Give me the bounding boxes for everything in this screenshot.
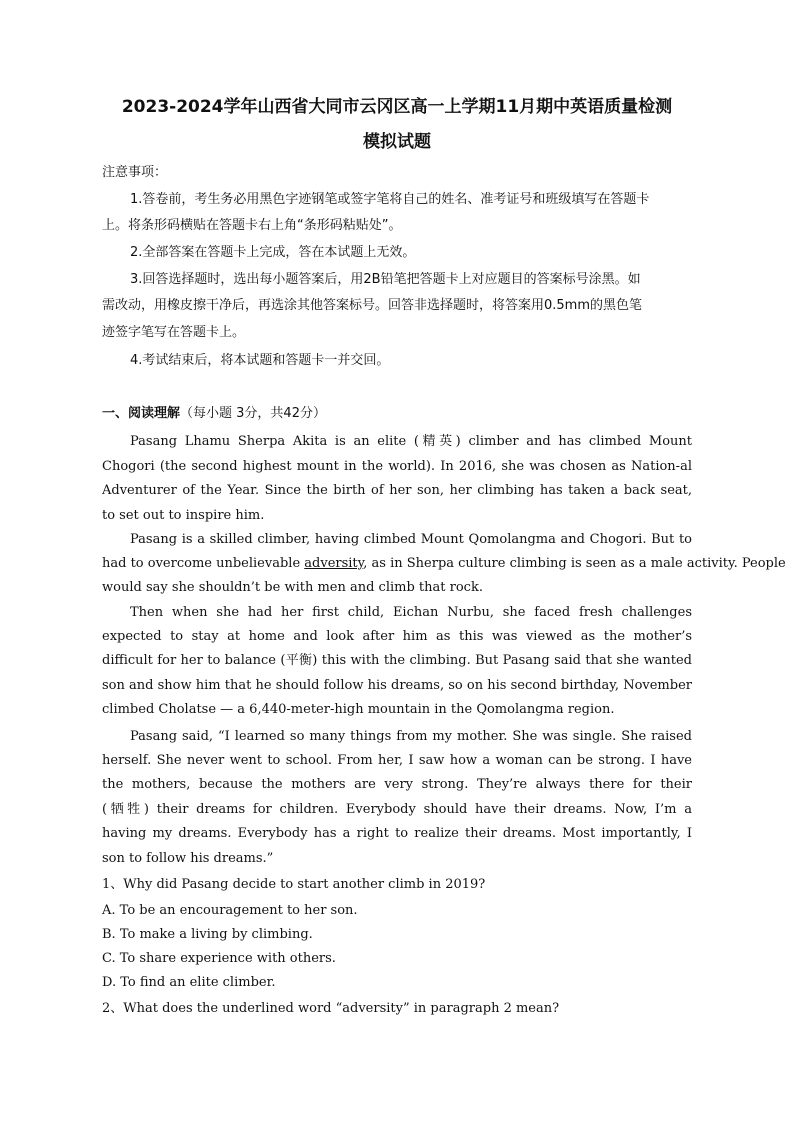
notice-line-5: 需改动，用橡皮擦干净后，再选涂其他答案标号。回答非选择题时，将答案用0.5mm的黑色笔 — [102, 298, 643, 313]
section-heading — [102, 404, 692, 424]
passage-p1-line-1: Pasang Lhamu Sherpa Akita is an elite (精英) climber and has climbed Mount — [130, 434, 692, 449]
passage-p3-line-4: son and show him that he should follow his dreams, so on his second birthday, November — [102, 678, 692, 693]
passage-p3-line-5: climbed Cholatse — a 6,440-meter-high mountain in the Qomolangma region. — [102, 702, 615, 717]
question-1-option-d: D. To find an elite climber. — [102, 975, 276, 990]
passage-p1-line-2: Chogori (the second highest mount in the world). In 2016, she was chosen as Nation-al — [102, 459, 692, 474]
notice-line-2: 上。将条形码横贴在答题卡右上角“条形码粘贴处”。 — [102, 218, 402, 233]
question-1-option-c: C. To share experience with others. — [102, 951, 336, 966]
notice-line-6: 迹签字笔写在答题卡上。 — [102, 325, 246, 340]
passage-p4-line-1: Pasang said, “I learned so many things from my mother. She was single. She raised — [130, 729, 692, 744]
underlined-word-adversity: adversity — [304, 556, 364, 571]
notice-line-3: 2.全部答案在答题卡上完成，答在本试题上无效。 — [130, 245, 416, 260]
passage-p3-line-1: Then when she had her first child, Eichan Nurbu, she faced fresh challenges — [130, 605, 692, 620]
passage-p2-line-1: Pasang is a skilled climber, having climbed Mount Qomolangma and Chogori. But to — [130, 532, 692, 547]
section-title: 一、阅读理解 — [102, 406, 181, 421]
passage-p3-line-3: difficult for her to balance (平衡) this with the climbing. But Pasang said that she wanted — [102, 653, 692, 668]
passage-p4-line-2: herself. She never went to school. From her, I saw how a woman can be strong. I have — [102, 753, 692, 768]
passage-p2-line-3: would say she shouldn’t be with men and climb that rock. — [102, 580, 483, 595]
notice-line-4: 3.回答选择题时，选出每小题答案后，用2B铅笔把答题卡上对应题目的答案标号涂黑。如 — [130, 272, 641, 287]
section-note: （每小题 3分，共42分） — [180, 406, 326, 421]
question-1-stem: 1、Why did Pasang decide to start another climb in 2019? — [102, 877, 486, 892]
notice-heading: 注意事项： — [102, 165, 168, 180]
passage-p2-text-before: had to overcome unbelievable — [102, 556, 305, 571]
passage-p1-line-4: to set out to inspire him. — [102, 508, 265, 523]
passage-p4-line-5: having my dreams. Everybody has a right to realize their dreams. Most importantly, I — [102, 826, 692, 841]
passage-p4-line-6: son to follow his dreams.” — [102, 851, 274, 866]
passage-p4-line-3: the mothers, because the mothers are very strong. They’re always there for their — [102, 777, 692, 792]
passage-p1-line-3: Adventurer of the Year. Since the birth of her son, her climbing has taken a back seat, — [102, 483, 692, 498]
passage-p3-line-2: expected to stay at home and look after him as this was viewed as the mother’s — [102, 629, 692, 644]
question-2-stem: 2、What does the underlined word “adversity” in paragraph 2 mean? — [102, 1001, 560, 1016]
notice-line-1: 1.答卷前，考生务必用黑色字迹钢笔或签字笔将自己的姓名、准考证号和班级填写在答题卡 — [130, 192, 650, 207]
notice-line-7: 4.考试结束后，将本试题和答题卡一并交回。 — [130, 353, 390, 368]
passage-p2-line-2 — [102, 554, 786, 574]
passage-p2-text-after: , as in Sherpa culture climbing is seen as a male activity. People — [363, 556, 786, 571]
exam-title-line-2: 模拟试题 — [363, 132, 431, 152]
exam-title-line-1: 2023-2024学年山西省大同市云冈区高一上学期11月期中英语质量检测 — [121, 97, 673, 117]
question-1-option-a: A. To be an encouragement to her son. — [102, 903, 358, 918]
question-1-option-b: B. To make a living by climbing. — [102, 927, 313, 942]
passage-p4-line-4: (牺牲) their dreams for children. Everybody should have their dreams. Now, I’m a — [102, 802, 692, 817]
